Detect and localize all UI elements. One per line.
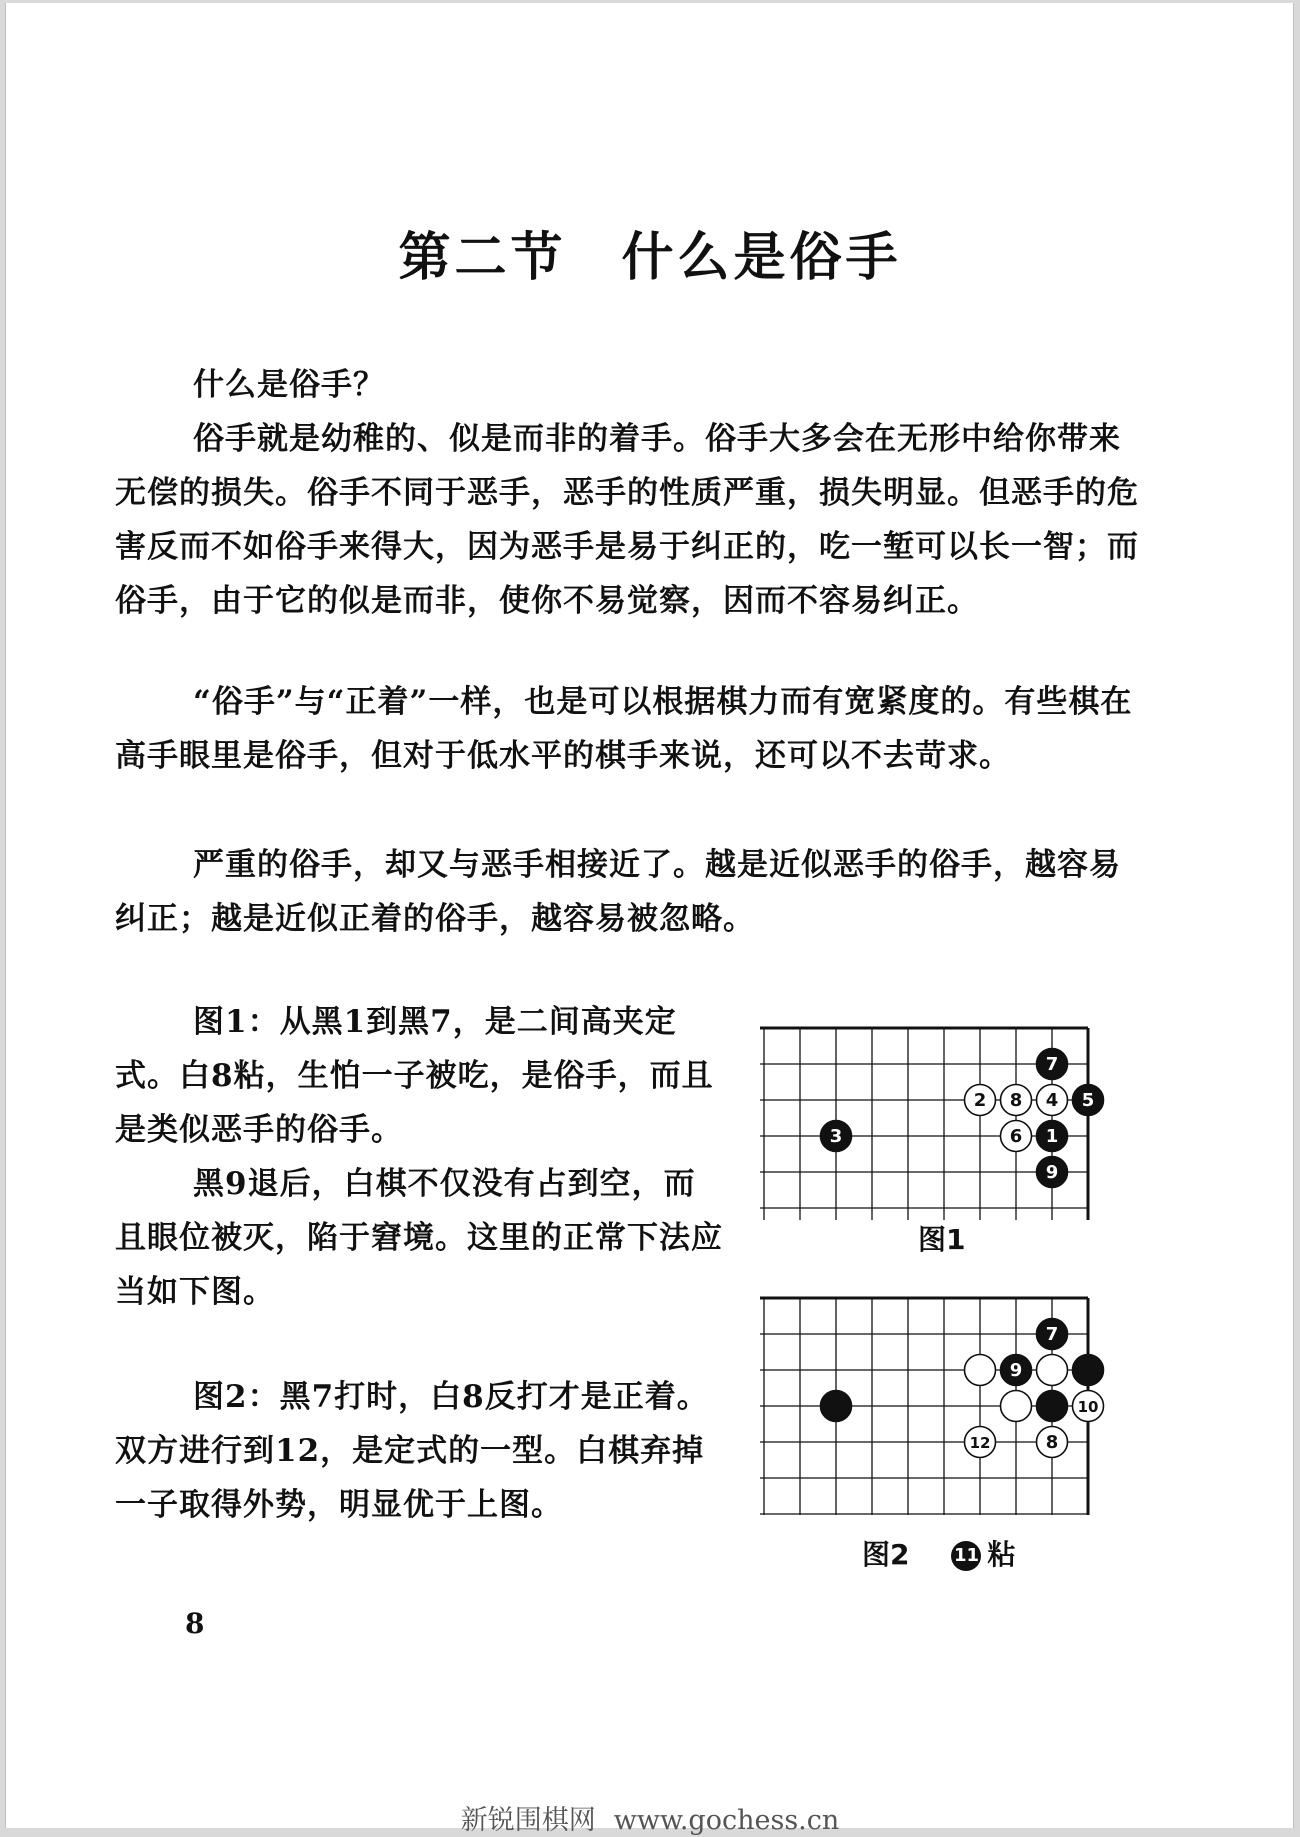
go-diagram-figure2	[760, 1290, 1130, 1515]
fig2-white-stone	[1037, 1355, 1068, 1386]
figure1-description: 图1：从黑1到黑7，是二间高夹定式。白8粘，生怕一子被吃，是俗手，而且是类似恶手的俗手。	[115, 1004, 714, 1148]
paragraph-severe: 严重的俗手，却又与恶手相接近了。越是近似恶手的俗手，越容易纠正；越是近似正着的俗手，越容易被忽略。	[115, 847, 1121, 937]
fig1-move-label: 8	[1009, 1090, 1023, 1111]
fig1-move-label: 1	[1045, 1126, 1059, 1147]
question-line: 什么是俗手？	[193, 367, 385, 403]
figure1-caption: 图1	[918, 1223, 966, 1256]
footer-watermark	[0, 1798, 1300, 1837]
fig1-move-label: 4	[1045, 1090, 1059, 1111]
section-title	[0, 215, 1300, 290]
fig2-black-stone	[1037, 1391, 1068, 1422]
fig1-move-label: 3	[829, 1126, 843, 1147]
fig1-move-label: 7	[1045, 1054, 1059, 1075]
paragraph-relative: “俗手”与“正着”一样，也是可以根据棋力而有宽紧度的。有些棋在高手眼里是俗手，但对于低水平的棋手来说，还可以不去苛求。	[115, 684, 1133, 774]
fig1-move-label: 9	[1045, 1162, 1059, 1183]
go-diagram-figure1	[760, 1020, 1130, 1220]
figure1-followup: 黑9退后，白棋不仅没有占到空，而且眼位被灭，陷于窘境。这里的正常下法应当如下图。	[115, 1166, 723, 1310]
fig2-move-label: 10	[1077, 1398, 1099, 1416]
fig1-move-label: 6	[1009, 1126, 1023, 1147]
fig2-white-stone	[1001, 1391, 1032, 1422]
page-number: 8	[185, 1607, 205, 1640]
fig2-move-label: 8	[1045, 1432, 1059, 1453]
figure2-caption	[862, 1533, 1016, 1573]
fig2-black-stone	[821, 1391, 852, 1422]
fig2-move-label: 12	[969, 1434, 991, 1452]
figure2-caption-label: 图2	[862, 1538, 910, 1571]
footer-site-name: 新锐围棋网	[460, 1805, 596, 1836]
fig2-move-label: 7	[1045, 1324, 1059, 1345]
fig2-black-stone	[1073, 1355, 1104, 1386]
fig1-move-label: 2	[973, 1090, 987, 1111]
fig2-white-stone	[965, 1355, 996, 1386]
figure2-note-text: 粘	[987, 1538, 1016, 1571]
section-number: 第二节	[398, 227, 567, 288]
black-stone-note-icon: 11	[951, 1541, 981, 1571]
paragraph-definition: 俗手就是幼稚的、似是而非的着手。俗手大多会在无形中给你带来无偿的损失。俗手不同于恶手，恶手的性质严重，损失明显。但恶手的危害反而不如俗手来得大，因为恶手是易于纠正的，吃一堑可以长一智；而俗手，由于它的似是而非，使你不易觉察，因而不容易纠正。	[115, 421, 1139, 619]
figure2-description: 图2：黑7打时，白8反打才是正着。双方进行到12，是定式的一型。白棋弃掉一子取得外势，明显优于上图。	[115, 1379, 709, 1523]
footer-url: www.gochess.cn	[613, 1805, 840, 1836]
fig1-move-label: 5	[1081, 1090, 1095, 1111]
section-heading: 什么是俗手	[621, 227, 902, 288]
fig2-move-label: 9	[1009, 1360, 1023, 1381]
